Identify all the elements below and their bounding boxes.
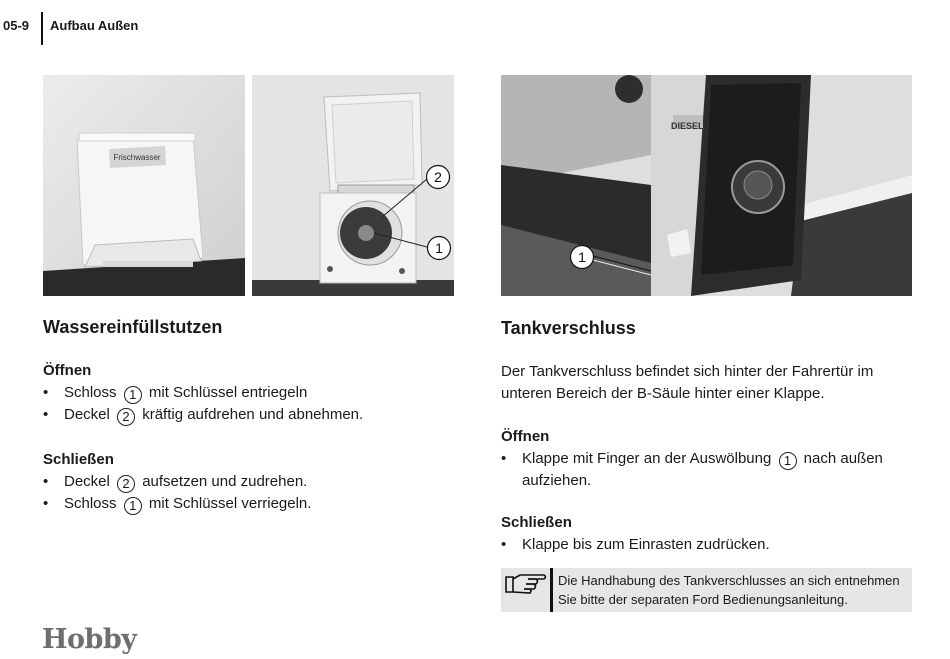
photo-tank-cap: [501, 75, 912, 296]
item-text: Klappe mit Finger an der Auswölbung: [522, 450, 772, 467]
heading-water-inlet: Wassereinfüllstutzen: [43, 317, 223, 337]
item-text: aufsetzen und zudrehen.: [142, 473, 308, 490]
list-item: [43, 471, 443, 493]
bullet: •: [43, 473, 49, 490]
list-item: [501, 534, 912, 555]
callout-1: 1: [435, 240, 443, 256]
bullet: •: [43, 406, 49, 423]
list-item: [43, 493, 443, 515]
diesel-badge: DIESEL: [671, 121, 704, 131]
page-number: 05-9: [3, 18, 30, 33]
note-divider: [550, 568, 553, 612]
callout-2: 2: [434, 169, 442, 185]
list-close-right: [501, 534, 912, 555]
list-item: [501, 448, 912, 491]
list-open-right: [501, 448, 912, 491]
item-text: mit Schlüssel entriegeln: [148, 384, 308, 401]
water-cap-label: Frischwasser: [113, 153, 161, 162]
list-close-left: [43, 471, 443, 515]
heading-tank-cap: Tankverschluss: [501, 318, 636, 338]
tank-intro: [501, 361, 912, 405]
list-item: [43, 382, 443, 404]
heading-close-left: Schließen: [43, 451, 114, 468]
item-text: Klappe bis zum Einrasten zudrücken.: [522, 536, 770, 553]
note-line-1: Die Handhabung des Tankverschlusses an sich entnehmen: [558, 573, 900, 588]
item-text: Schloss: [64, 384, 117, 401]
item-text: Schloss: [64, 495, 117, 512]
item-text: nach außen: [803, 450, 883, 467]
bullet: •: [43, 495, 49, 512]
pointing-hand-icon: [504, 570, 548, 596]
note-box: [501, 568, 912, 612]
header-divider: [41, 12, 43, 45]
heading-close-right: Schließen: [501, 514, 572, 531]
bullet: •: [43, 384, 49, 401]
photo-water-inlet-closed: [43, 75, 245, 296]
bullet: •: [501, 536, 507, 553]
callout-ref: 1: [124, 497, 142, 515]
callout-ref: 2: [117, 475, 135, 493]
section-title: Aufbau Außen: [50, 18, 139, 33]
item-text-continued: aufziehen.: [522, 472, 592, 489]
note-line-2: Sie bitte der separaten Ford Bedienungsanleitung.: [558, 592, 848, 607]
item-text: Deckel: [64, 473, 110, 490]
intro-line-1: Der Tankverschluss befindet sich hinter der Fahrertür im: [501, 363, 874, 380]
list-open-left: [43, 382, 443, 426]
photo-water-inlet-open: [252, 75, 454, 296]
callout-ref: 1: [779, 452, 797, 470]
note-text: [558, 571, 900, 609]
tank-callout-1: 1: [578, 249, 586, 265]
hobby-logo: Hobby: [42, 624, 137, 655]
list-item: [43, 404, 443, 426]
callout-ref: 2: [117, 408, 135, 426]
intro-line-2: unteren Bereich der B-Säule hinter einer Klappe.: [501, 385, 825, 402]
item-text: mit Schlüssel verriegeln.: [148, 495, 312, 512]
heading-open-left: Öffnen: [43, 362, 92, 379]
callout-ref: 1: [124, 386, 142, 404]
item-text: Deckel: [64, 406, 110, 423]
item-text: kräftig aufdrehen und abnehmen.: [142, 406, 364, 423]
bullet: •: [501, 450, 507, 467]
heading-open-right: Öffnen: [501, 428, 550, 445]
